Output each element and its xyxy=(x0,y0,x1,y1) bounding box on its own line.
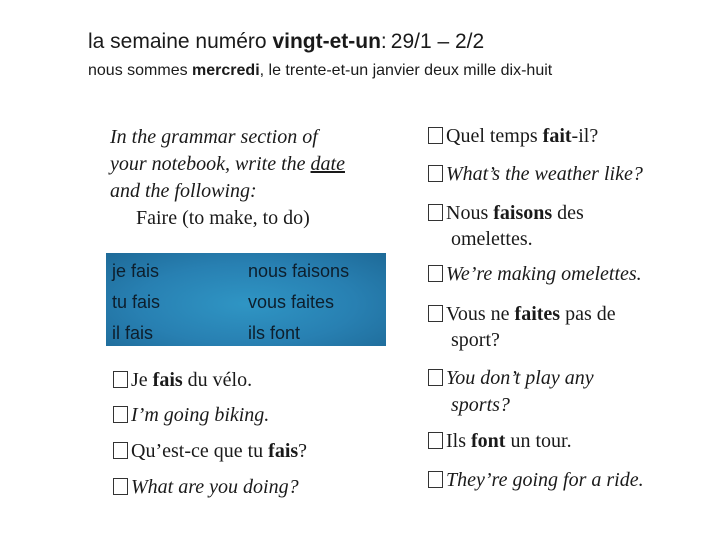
instructions-line-2-text: your notebook, write the xyxy=(110,153,311,175)
conj-je: je fais xyxy=(112,261,160,281)
bullet-verb: faites xyxy=(514,303,561,325)
bullet-text: des xyxy=(552,202,584,224)
bullet-text: We’re making omelettes. xyxy=(446,263,642,285)
bullet-box-icon xyxy=(428,165,443,182)
conj-tu: tu fais xyxy=(112,292,161,312)
bullet-item xyxy=(428,367,594,390)
bullet-box-icon xyxy=(428,265,443,282)
bullet-text: -il? xyxy=(571,125,599,147)
subtitle-prefix: nous sommes xyxy=(88,62,193,79)
bullet-box-icon xyxy=(428,305,443,322)
bullet-text: Je xyxy=(131,369,153,391)
conj-il: il fais xyxy=(112,323,154,343)
bullet-text: pas de xyxy=(560,303,616,325)
title-prefix: la semaine numéro xyxy=(88,30,273,53)
slide-subtitle xyxy=(88,62,552,80)
bullet-item xyxy=(113,404,269,427)
bullet-item xyxy=(428,303,616,326)
bullet-text: What’s the weather like? xyxy=(446,163,643,185)
bullet-continuation: sport? xyxy=(451,329,500,351)
title-colon: : xyxy=(380,30,387,53)
bullet-verb: faisons xyxy=(493,202,553,224)
instructions-line-2 xyxy=(110,151,400,178)
bullet-text: You don’t play any xyxy=(446,367,594,389)
bullet-box-icon xyxy=(113,406,128,423)
bullet-box-icon xyxy=(428,204,443,221)
title-week-number: vingt-et-un xyxy=(272,30,381,53)
bullet-box-icon xyxy=(428,432,443,449)
bullet-box-icon xyxy=(428,471,443,488)
instructions-date-word: date xyxy=(310,153,345,175)
bullet-verb: fais xyxy=(152,369,183,391)
bullet-continuation: sports? xyxy=(451,394,510,416)
bullet-item xyxy=(428,125,598,148)
bullet-text: Nous xyxy=(446,202,494,224)
conjugation-table xyxy=(106,253,386,346)
bullet-item xyxy=(428,430,572,453)
instructions-block xyxy=(110,124,400,232)
bullet-text: Qu’est-ce que tu xyxy=(131,440,269,462)
bullet-text: They’re going for a ride. xyxy=(446,469,644,491)
bullet-text: Quel temps xyxy=(446,125,543,147)
instructions-line-1: In the grammar section of xyxy=(110,126,318,148)
bullet-item xyxy=(428,202,584,225)
conj-nous: nous faisons xyxy=(248,261,350,281)
bullet-text: I’m going biking. xyxy=(131,404,270,426)
bullet-item xyxy=(113,369,252,392)
bullet-text: ? xyxy=(298,440,308,462)
bullet-text: un tour. xyxy=(505,430,572,452)
bullet-box-icon xyxy=(428,127,443,144)
slide-title xyxy=(88,30,484,54)
bullet-box-icon xyxy=(113,371,128,388)
bullet-verb: fais xyxy=(268,440,299,462)
bullet-continuation: omelettes. xyxy=(451,228,533,250)
bullet-item xyxy=(428,263,642,286)
bullet-box-icon xyxy=(113,442,128,459)
title-dates: 29/1 – 2/2 xyxy=(390,30,485,53)
faire-heading: Faire (to make, to do) xyxy=(136,207,310,229)
bullet-verb: fait xyxy=(542,125,572,147)
conj-ils: ils font xyxy=(248,323,301,343)
bullet-text: What are you doing? xyxy=(131,476,299,498)
subtitle-rest: , le trente-et-un janvier deux mille dix-huit xyxy=(259,62,553,79)
conj-vous: vous faites xyxy=(248,292,335,312)
bullet-item xyxy=(428,163,643,186)
bullet-text: Ils xyxy=(446,430,471,452)
bullet-item xyxy=(113,476,299,499)
bullet-verb: font xyxy=(471,430,506,452)
instructions-line-3: and the following: xyxy=(110,180,257,202)
bullet-text: du vélo. xyxy=(182,369,253,391)
bullet-box-icon xyxy=(113,478,128,495)
bullet-item xyxy=(113,440,307,463)
bullet-box-icon xyxy=(428,369,443,386)
bullet-item xyxy=(428,469,644,492)
subtitle-day: mercredi xyxy=(192,62,260,79)
bullet-text: Vous ne xyxy=(446,303,515,325)
